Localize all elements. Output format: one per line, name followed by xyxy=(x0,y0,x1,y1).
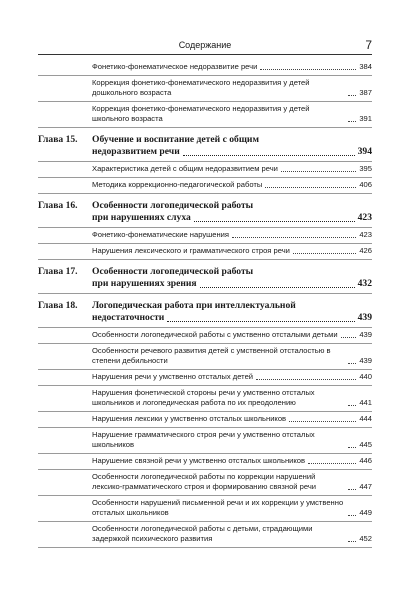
chapter-title-line-2 xyxy=(92,146,372,158)
dot-leader xyxy=(348,363,356,364)
chapter-number: Глава 15. xyxy=(38,134,78,145)
chapter-number: Глава 16. xyxy=(38,200,78,211)
toc-entry xyxy=(38,162,372,178)
chapter-title-line-2-text: недостаточности xyxy=(92,312,165,323)
toc-entry-title: Фонетико-фонематические нарушения xyxy=(92,230,230,239)
toc-entry xyxy=(38,370,372,386)
toc-entry-title: Коррекция фонетико-фонематического недоразвития у детей школьного возраста xyxy=(92,104,310,123)
toc-entry xyxy=(38,60,372,76)
toc-entry xyxy=(38,328,372,344)
chapter-title-line-1: Обучение и воспитание детей с общим xyxy=(92,134,259,145)
toc-entry-page: 387 xyxy=(359,88,372,97)
chapter-page: 432 xyxy=(357,278,372,289)
dot-leader xyxy=(200,287,355,288)
toc-entry xyxy=(38,344,372,370)
chapter-title xyxy=(92,300,372,324)
dot-leader xyxy=(183,155,355,156)
dot-leader xyxy=(348,95,356,96)
toc-entry-page: 452 xyxy=(359,534,372,543)
toc-entry xyxy=(38,428,372,454)
dot-leader xyxy=(348,515,356,516)
toc-entry-title: Нарушение грамматического строя речи у умственно отсталых школьников xyxy=(92,430,315,449)
toc-entry-page: 444 xyxy=(359,414,372,423)
toc-entry xyxy=(38,412,372,428)
toc-entry-page: 449 xyxy=(359,508,372,517)
running-title: Содержание xyxy=(178,40,232,50)
toc-entry-page: 439 xyxy=(359,330,372,339)
toc-entry-page: 391 xyxy=(359,114,372,123)
page-number: 7 xyxy=(365,38,372,52)
dot-leader xyxy=(256,379,356,380)
chapter-title xyxy=(92,266,372,290)
chapter-title-line-2 xyxy=(92,278,372,290)
dot-leader xyxy=(348,405,356,406)
chapter-heading xyxy=(38,266,372,294)
toc-entry-title: Особенности логопедической работы с умственно отсталыми детьми xyxy=(92,330,338,339)
toc-entry-title: Методика коррекционно-педагогической работы xyxy=(92,180,263,189)
toc-entry xyxy=(38,470,372,496)
toc-entry-title: Нарушения лексического и грамматического строя речи xyxy=(92,246,290,255)
toc-entry-page: 384 xyxy=(359,62,372,71)
dot-leader xyxy=(341,337,357,338)
chapter-title-line-2 xyxy=(92,212,372,224)
chapter-title xyxy=(92,200,372,224)
chapter-title-line-2-text: при нарушениях зрения xyxy=(92,278,197,289)
dot-leader xyxy=(308,463,356,464)
toc-entry-title: Особенности логопедической работы с детьми, страдающими задержкой психического развития xyxy=(92,524,313,543)
toc-entry-title: Особенности логопедической работы по коррекции нарушений лексико-грамматического строя и формированию связной речи xyxy=(92,472,317,491)
chapter-title-line-2-text: при нарушениях слуха xyxy=(92,212,191,223)
chapter-number: Глава 17. xyxy=(38,266,78,277)
toc-entry xyxy=(38,496,372,522)
header-rule xyxy=(38,54,372,55)
toc-entry xyxy=(38,386,372,412)
toc-entry-title: Нарушения лексики у умственно отсталых школьников xyxy=(92,414,287,423)
chapter-heading xyxy=(38,300,372,328)
dot-leader xyxy=(167,321,354,322)
toc-entry xyxy=(38,522,372,548)
dot-leader xyxy=(348,541,356,542)
dot-leader xyxy=(260,69,356,70)
chapter-heading xyxy=(38,134,372,162)
toc-entry xyxy=(38,244,372,260)
toc-entry-title: Фонетико-фонематическое недоразвитие речи xyxy=(92,62,258,71)
dot-leader xyxy=(348,447,356,448)
toc-entry-page: 426 xyxy=(359,246,372,255)
toc-entry xyxy=(38,102,372,128)
toc-entry-title: Нарушение связной речи у умственно отсталых школьников xyxy=(92,456,306,465)
toc-entry-page: 440 xyxy=(359,372,372,381)
toc-entry xyxy=(38,228,372,244)
chapter-page: 423 xyxy=(357,212,372,223)
toc-entry-page: 439 xyxy=(359,356,372,365)
dot-leader xyxy=(289,421,356,422)
toc-entry-title: Коррекция фонетико-фонематического недоразвития у детей дошкольного возраста xyxy=(92,78,310,97)
toc-entry-title: Характеристика детей с общим недоразвитием речи xyxy=(92,164,278,173)
page-header xyxy=(38,40,372,54)
toc-entry xyxy=(38,76,372,102)
toc-entry-page: 423 xyxy=(359,230,372,239)
dot-leader xyxy=(265,187,356,188)
toc-entry-title: Особенности нарушений письменной речи и их коррекции у умственно отсталых школьников xyxy=(92,498,344,517)
dot-leader xyxy=(232,237,356,238)
table-of-contents xyxy=(38,60,372,548)
chapter-title xyxy=(92,134,372,158)
chapter-title-line-2 xyxy=(92,312,372,324)
chapter-title-line-2-text: недоразвитием речи xyxy=(92,146,180,157)
chapter-page: 394 xyxy=(357,146,372,157)
toc-entry-page: 447 xyxy=(359,482,372,491)
toc-entry xyxy=(38,178,372,194)
dot-leader xyxy=(293,253,356,254)
toc-entry-page: 395 xyxy=(359,164,372,173)
toc-entry xyxy=(38,454,372,470)
chapter-title-line-1: Особенности логопедической работы xyxy=(92,200,254,211)
toc-entry-page: 445 xyxy=(359,440,372,449)
toc-entry-page: 446 xyxy=(359,456,372,465)
chapter-heading xyxy=(38,200,372,228)
toc-entry-page: 441 xyxy=(359,398,372,407)
chapter-title-line-1: Логопедическая работа при интеллектуальной xyxy=(92,300,296,311)
chapter-title-line-1: Особенности логопедической работы xyxy=(92,266,254,277)
chapter-number: Глава 18. xyxy=(38,300,78,311)
toc-entry-page: 406 xyxy=(359,180,372,189)
dot-leader xyxy=(348,489,356,490)
toc-entry-title: Особенности речевого развития детей с умственной отсталостью в степени дебильности xyxy=(92,346,331,365)
toc-entry-title: Нарушения фонетической стороны речи у умственно отсталых школьников и логопедическая работа по их преодолению xyxy=(92,388,315,407)
toc-entry-title: Нарушения речи у умственно отсталых детей xyxy=(92,372,254,381)
dot-leader xyxy=(348,121,356,122)
dot-leader xyxy=(281,171,356,172)
chapter-page: 439 xyxy=(357,312,372,323)
dot-leader xyxy=(194,221,355,222)
